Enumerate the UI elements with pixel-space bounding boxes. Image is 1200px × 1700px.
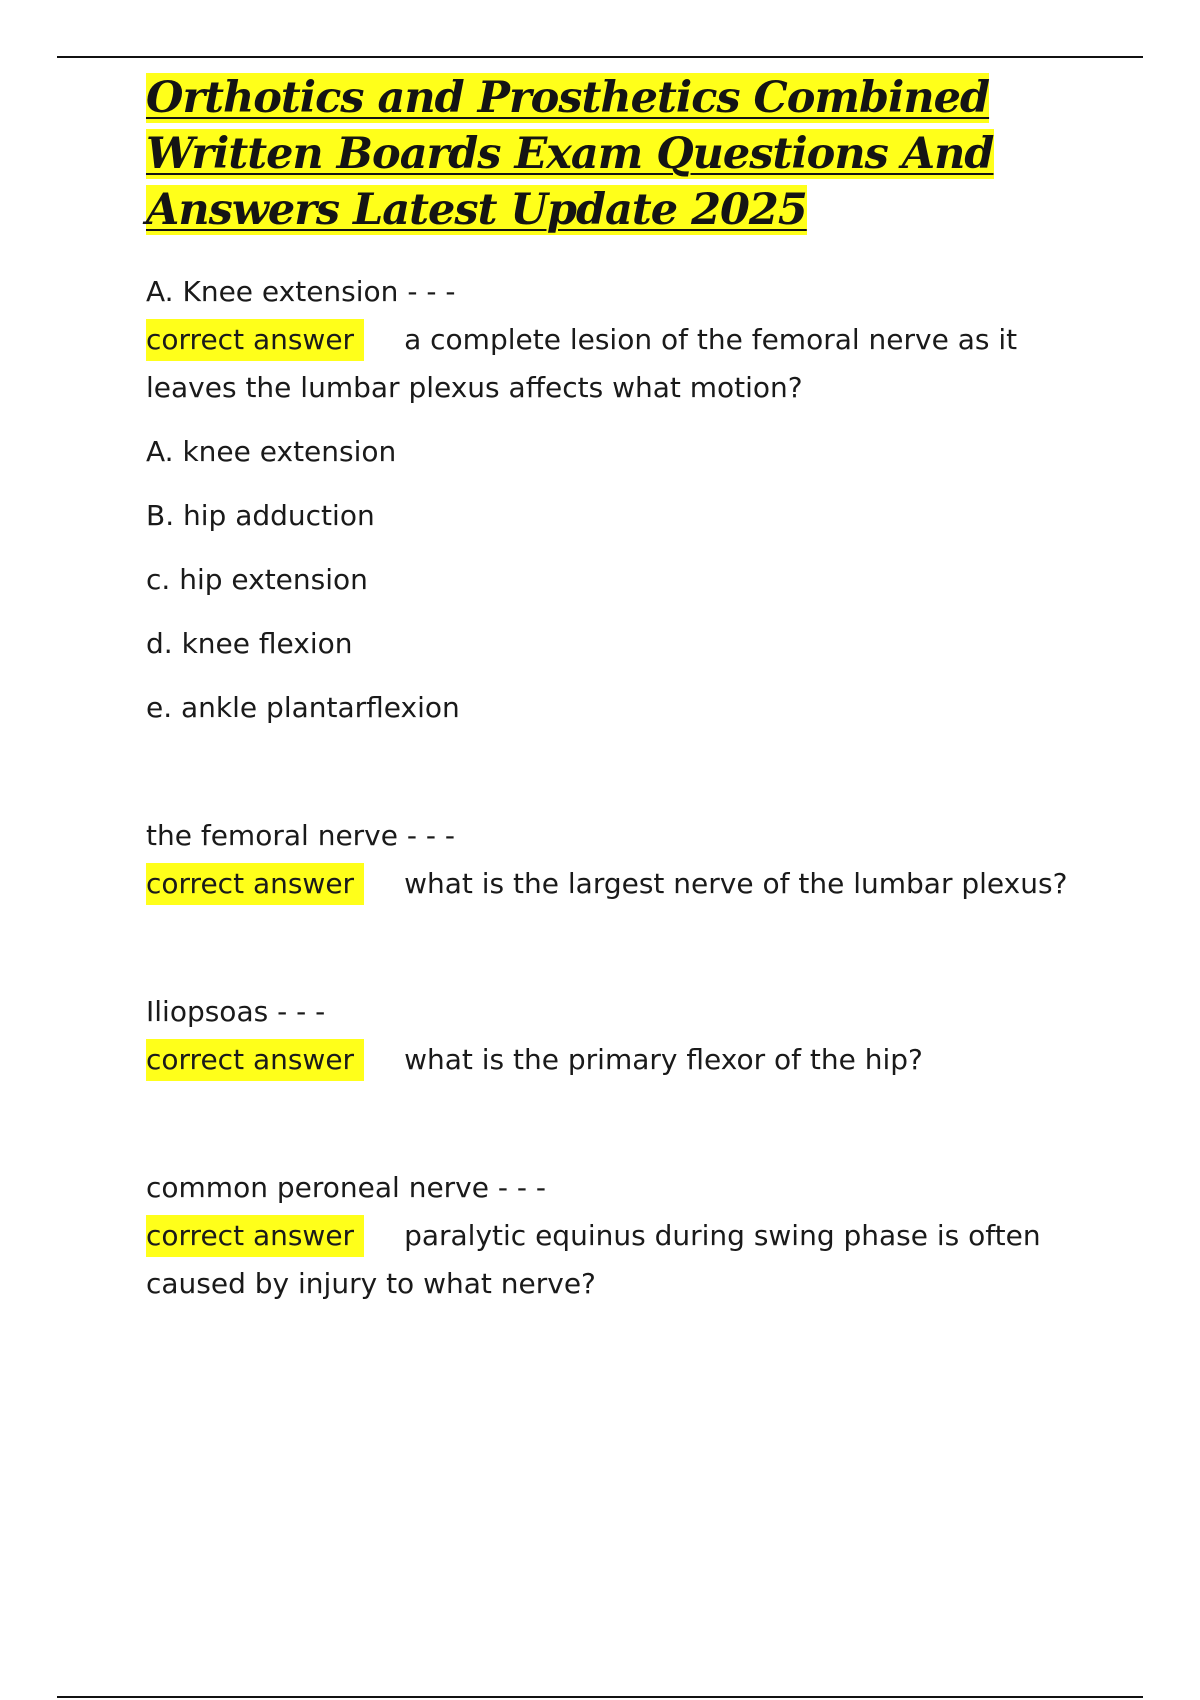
top-rule — [57, 56, 1143, 58]
qa-content — [146, 268, 1106, 1308]
question-text: what is the primary flexor of the hip? — [404, 1043, 923, 1076]
option-item: d. knee flexion — [146, 627, 353, 660]
correct-answer-tag: correct answer — [146, 319, 364, 361]
question-line — [146, 316, 1106, 412]
answer-line: A. Knee extension - - - — [146, 275, 456, 308]
question-text: paralytic equinus during swing phase is often caused by injury to what nerve? — [146, 1219, 1041, 1300]
option-item: c. hip extension — [146, 563, 368, 596]
bottom-rule — [57, 1696, 1143, 1698]
correct-answer-tag: correct answer — [146, 1215, 364, 1257]
question-text: a complete lesion of the femoral nerve as it leaves the lumbar plexus affects what motion? — [146, 323, 1018, 404]
answer-line: Iliopsoas - - - — [146, 995, 326, 1028]
question-line — [146, 860, 1106, 908]
option-item: e. ankle plantarflexion — [146, 691, 460, 724]
correct-answer-tag: correct answer — [146, 863, 364, 905]
document-title-text: Orthotics and Prosthetics Combined Written Boards Exam Questions And Answers Latest Update 2025 — [146, 73, 994, 235]
question-line — [146, 1212, 1106, 1308]
option-item: A. knee extension — [146, 435, 397, 468]
question-text: what is the largest nerve of the lumbar plexus? — [404, 867, 1068, 900]
option-item: B. hip adduction — [146, 499, 375, 532]
answer-line: the femoral nerve - - - — [146, 819, 455, 852]
answer-line: common peroneal nerve - - - — [146, 1171, 546, 1204]
document-title — [146, 70, 1076, 238]
correct-answer-tag: correct answer — [146, 1039, 364, 1081]
question-line — [146, 1036, 1106, 1084]
